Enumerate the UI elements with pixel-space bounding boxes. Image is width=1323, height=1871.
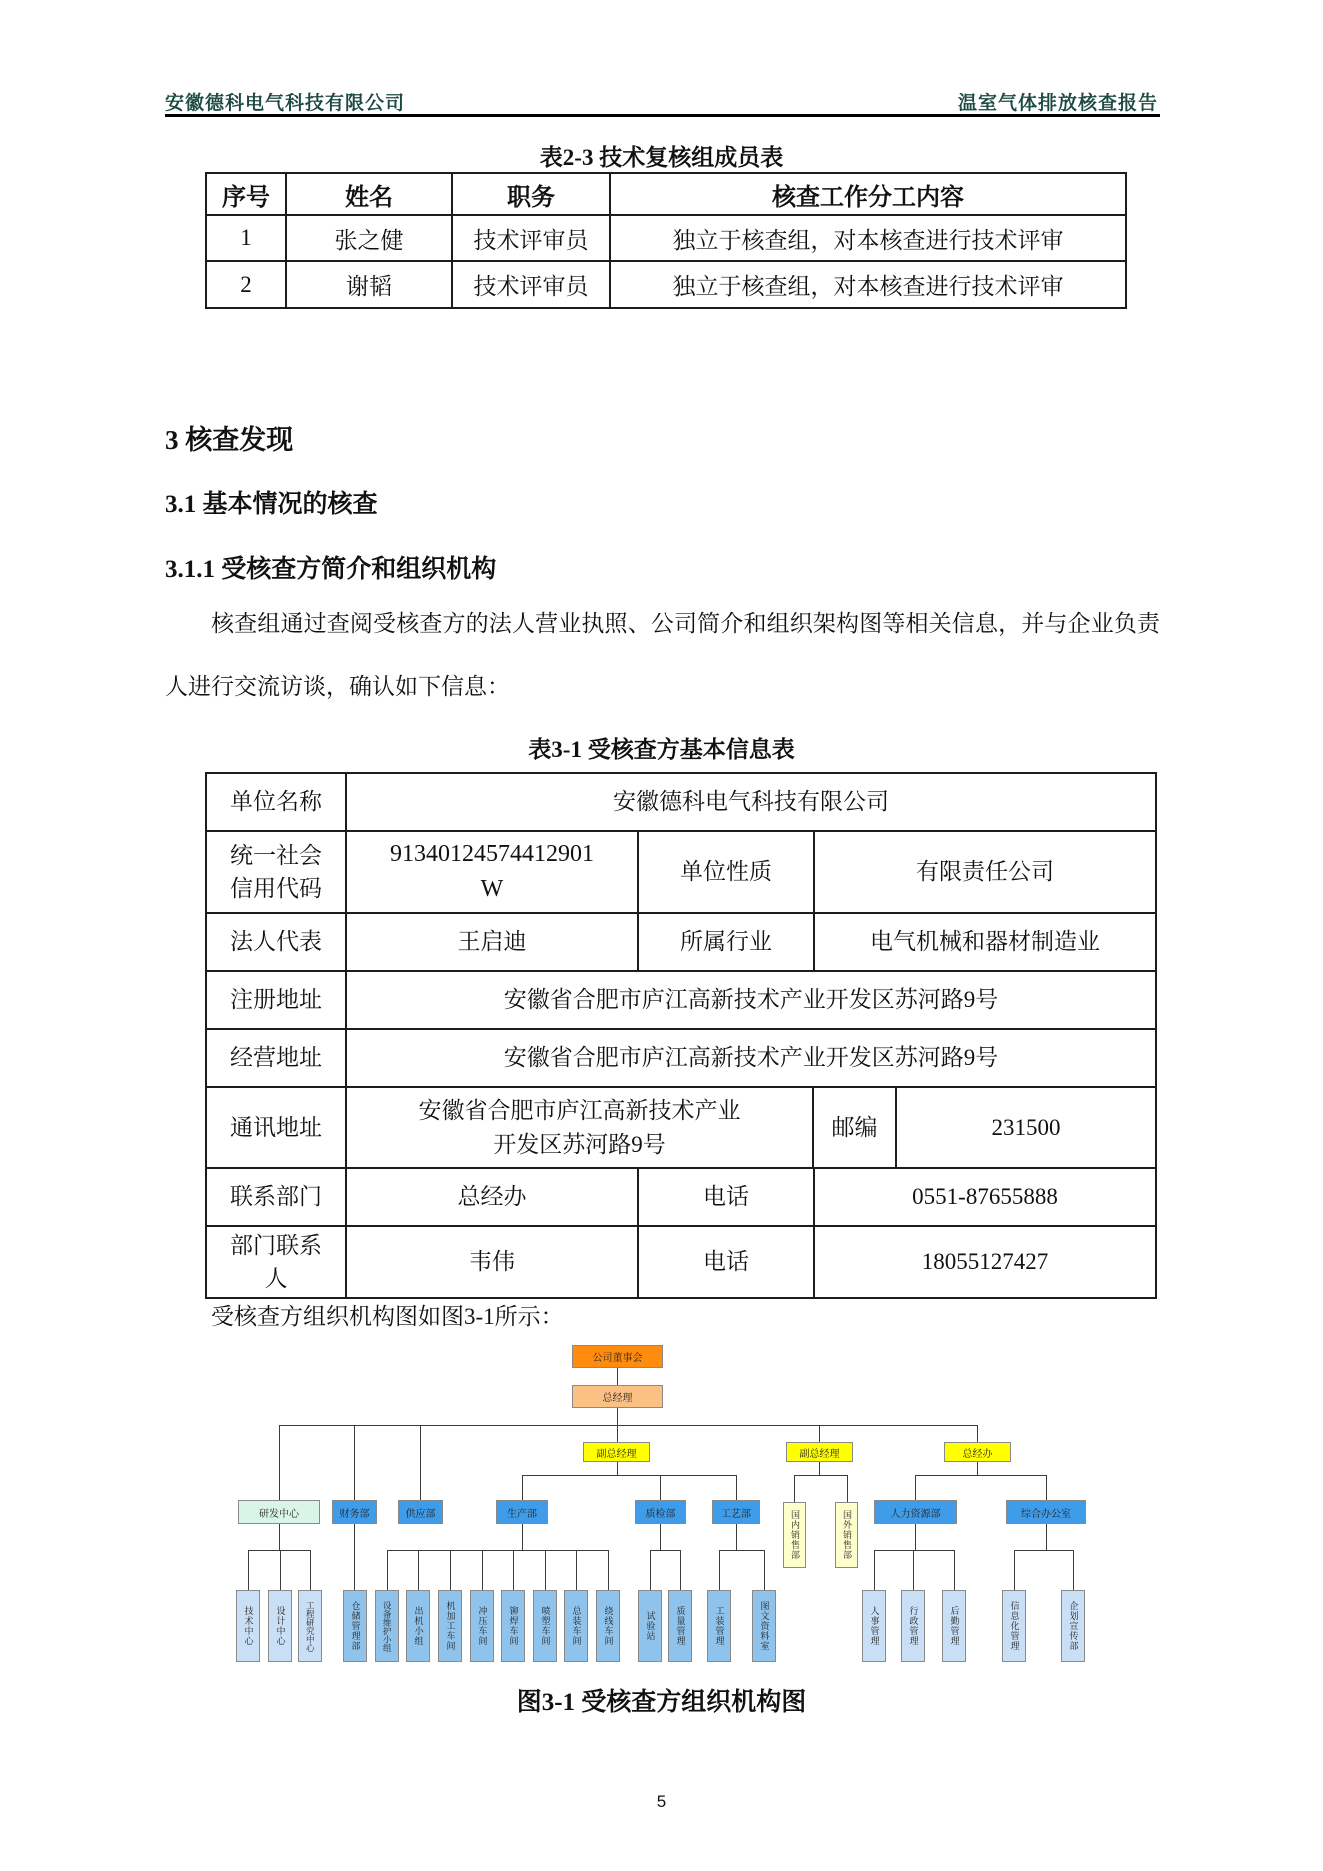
table-row	[206, 173, 1126, 215]
org-connector-line	[977, 1425, 978, 1442]
org-node-doc-room: 图文资料室	[752, 1590, 776, 1662]
table-row	[207, 1030, 1157, 1088]
org-connector-line	[279, 1524, 280, 1550]
table-row	[207, 774, 1157, 832]
org-node-gm: 总经理	[572, 1385, 663, 1408]
org-connector-line	[279, 1425, 280, 1500]
org-node-process: 工艺部	[712, 1500, 760, 1524]
org-connector-line	[874, 1550, 875, 1590]
row-value: 安徽德科电气科技有限公司	[347, 774, 1157, 832]
org-node-assembly: 总装车间	[564, 1590, 588, 1662]
row-value2: 0551-87655888	[815, 1169, 1157, 1227]
org-connector-line	[248, 1550, 249, 1590]
org-node-coating: 喷塑车间	[533, 1590, 557, 1662]
table-row	[207, 1227, 1157, 1299]
col-header-name: 姓名	[286, 173, 452, 215]
cell-duty: 独立于核查组，对本核查进行技术评审	[610, 215, 1126, 261]
org-connector-line	[794, 1475, 847, 1476]
org-connector-line	[354, 1524, 355, 1590]
org-connector-line	[310, 1550, 311, 1590]
row-value: 安徽省合肥市庐江高新技术产业开发区苏河路9号	[347, 1088, 814, 1169]
org-node-info-mgmt: 信息化管理	[1002, 1590, 1026, 1662]
org-connector-line	[522, 1475, 523, 1500]
org-connector-line	[954, 1550, 955, 1590]
row-label: 通讯地址	[207, 1088, 347, 1169]
org-connector-line	[660, 1475, 661, 1500]
header-company-name: 安徽德科电气科技有限公司	[165, 93, 406, 114]
org-connector-line	[387, 1550, 388, 1590]
org-node-logistics: 后勤管理	[942, 1590, 966, 1662]
org-connector-line	[1046, 1475, 1047, 1500]
row-label2: 电话	[639, 1227, 815, 1299]
col-header-position: 职务	[452, 173, 610, 215]
org-node-winding: 绕线车间	[596, 1590, 620, 1662]
cell-position: 技术评审员	[452, 261, 610, 308]
org-connector-line	[736, 1524, 737, 1550]
table-row	[206, 215, 1126, 261]
row-label: 统一社会信用代码	[207, 832, 347, 914]
page-number: 5	[656, 1792, 667, 1811]
org-node-riveting: 铆焊车间	[501, 1590, 525, 1662]
org-connector-line	[608, 1550, 609, 1590]
org-node-admin-office: 综合办公室	[1006, 1500, 1086, 1524]
org-connector-line	[450, 1550, 451, 1590]
org-connector-line	[847, 1475, 848, 1502]
table-row	[207, 1169, 1157, 1227]
org-connector-line	[819, 1462, 820, 1475]
org-node-personnel: 人事管理	[862, 1590, 886, 1662]
org-node-stamping: 冲压车间	[470, 1590, 494, 1662]
org-connector-line	[617, 1368, 618, 1385]
org-node-machining: 机加工车间	[438, 1590, 462, 1662]
row-label: 联系部门	[207, 1169, 347, 1227]
intro-paragraph: 核查组通过查阅受核查方的法人营业执照、公司简介和组织架构图等相关信息，并与企业负责人进行交流访谈，确认如下信息：	[165, 611, 1160, 699]
org-connector-line	[680, 1550, 681, 1590]
row-value2: 有限责任公司	[815, 832, 1157, 914]
org-connector-line	[913, 1550, 914, 1590]
table-3-1	[205, 772, 1157, 1299]
org-node-finance: 财务部	[332, 1500, 377, 1524]
org-connector-line	[915, 1524, 916, 1550]
org-node-warehouse: 仓储管理部	[343, 1590, 367, 1662]
org-connector-line	[280, 1550, 281, 1590]
cell-position: 技术评审员	[452, 215, 610, 261]
org-connector-line	[482, 1550, 483, 1590]
org-node-production: 生产部	[496, 1500, 548, 1524]
row-value2: 电气机械和器材制造业	[815, 914, 1157, 972]
table-row	[207, 914, 1157, 972]
org-connector-line	[915, 1475, 1046, 1476]
row-label2: 邮编	[814, 1088, 897, 1169]
row-value: 王启迪	[347, 914, 639, 972]
org-node-board: 公司董事会	[572, 1345, 663, 1368]
row-label: 注册地址	[207, 972, 347, 1030]
org-connector-line	[576, 1550, 577, 1590]
org-node-design-center: 设计中心	[268, 1590, 292, 1662]
org-node-test-station: 试验站	[638, 1590, 662, 1662]
org-connector-line	[522, 1524, 523, 1550]
table-row	[207, 972, 1157, 1030]
org-connector-line	[545, 1550, 546, 1590]
org-node-gmo: 总经办	[944, 1442, 1011, 1462]
table-row	[207, 832, 1157, 914]
header-rule	[165, 114, 1160, 117]
figure-3-1-caption: 图3-1 受核查方组织机构图	[516, 1689, 807, 1716]
org-chart-figure	[195, 1340, 1115, 1670]
org-node-supply: 供应部	[398, 1500, 443, 1524]
org-connector-line	[1014, 1550, 1073, 1551]
section-heading-3: 3 核查发现	[165, 425, 294, 455]
table-row	[207, 1088, 1157, 1169]
row-label: 部门联系人	[207, 1227, 347, 1299]
org-connector-line	[1046, 1524, 1047, 1550]
org-chart-intro: 受核查方组织机构图如图3-1所示：	[211, 1304, 564, 1329]
org-connector-line	[617, 1462, 618, 1475]
row-label2: 电话	[639, 1169, 815, 1227]
org-connector-line	[736, 1475, 737, 1500]
table-3-1-caption: 表3-1 受核查方基本信息表	[528, 737, 795, 762]
row-label2: 单位性质	[639, 832, 815, 914]
org-node-qc: 质检部	[635, 1500, 686, 1524]
table-2-3-caption: 表2-3 技术复核组成员表	[539, 145, 784, 170]
table-2-3	[205, 172, 1127, 309]
org-node-equip-maint: 设备维护小组	[375, 1590, 399, 1662]
cell-no: 2	[206, 261, 286, 308]
org-connector-line	[719, 1550, 720, 1590]
row-label: 经营地址	[207, 1030, 347, 1088]
cell-duty: 独立于核查组，对本核查进行技术评审	[610, 261, 1126, 308]
org-connector-line	[650, 1550, 651, 1590]
row-value: 安徽省合肥市庐江高新技术产业开发区苏河路9号	[347, 972, 1157, 1030]
org-connector-line	[418, 1550, 419, 1590]
org-node-publicity: 企划宣传部	[1061, 1590, 1085, 1662]
org-connector-line	[874, 1550, 954, 1551]
org-connector-line	[513, 1550, 514, 1590]
org-connector-line	[794, 1475, 795, 1502]
org-connector-line	[1073, 1550, 1074, 1590]
org-connector-line	[248, 1550, 310, 1551]
org-node-hr: 人力资源部	[874, 1500, 957, 1524]
org-connector-line	[719, 1550, 764, 1551]
org-connector-line	[977, 1462, 978, 1475]
row-value: 安徽省合肥市庐江高新技术产业开发区苏河路9号	[347, 1030, 1157, 1088]
org-connector-line	[354, 1425, 355, 1500]
cell-no: 1	[206, 215, 286, 261]
org-connector-line	[650, 1550, 680, 1551]
org-connector-line	[1014, 1550, 1015, 1590]
row-value: 91340124574412901W	[347, 832, 639, 914]
row-label: 法人代表	[207, 914, 347, 972]
col-header-duty: 核查工作分工内容	[610, 173, 1126, 215]
org-connector-line	[915, 1475, 916, 1500]
org-connector-line	[819, 1425, 820, 1442]
table-row	[206, 261, 1126, 308]
col-header-no: 序号	[206, 173, 286, 215]
section-heading-3-1-1: 3.1.1 受核查方简介和组织机构	[165, 556, 497, 583]
row-value2: 18055127427	[815, 1227, 1157, 1299]
org-node-quality-mgmt: 质量管理	[668, 1590, 692, 1662]
row-label: 单位名称	[207, 774, 347, 832]
org-connector-line	[420, 1425, 421, 1500]
org-node-domestic-sales: 国内销售部	[783, 1502, 806, 1568]
org-node-vgm2: 副总经理	[786, 1442, 853, 1462]
row-value: 韦伟	[347, 1227, 639, 1299]
org-node-tooling-mgmt: 工装管理	[707, 1590, 731, 1662]
cell-name: 张之健	[286, 215, 452, 261]
section-heading-3-1: 3.1 基本情况的核查	[165, 491, 378, 518]
org-node-eng-research: 工程研究中心	[298, 1590, 322, 1662]
org-node-admin-mgmt: 行政管理	[901, 1590, 925, 1662]
cell-name: 谢韬	[286, 261, 452, 308]
header-report-title: 温室气体排放核查报告	[957, 93, 1158, 114]
org-node-rd: 研发中心	[238, 1500, 320, 1524]
org-connector-line	[522, 1475, 736, 1476]
org-connector-line	[617, 1408, 618, 1425]
org-node-intl-sales: 国外销售部	[835, 1502, 858, 1568]
org-node-vgm1: 副总经理	[583, 1442, 650, 1462]
row-label2: 所属行业	[639, 914, 815, 972]
row-value: 总经办	[347, 1169, 639, 1227]
org-node-chuji-team: 出机小组	[406, 1590, 430, 1662]
org-connector-line	[660, 1524, 661, 1550]
org-connector-line	[764, 1550, 765, 1590]
row-value2: 231500	[897, 1088, 1157, 1169]
org-connector-line	[617, 1425, 618, 1442]
org-connector-line	[279, 1425, 977, 1426]
org-node-tech-center: 技术中心	[236, 1590, 260, 1662]
org-connector-line	[387, 1550, 608, 1551]
